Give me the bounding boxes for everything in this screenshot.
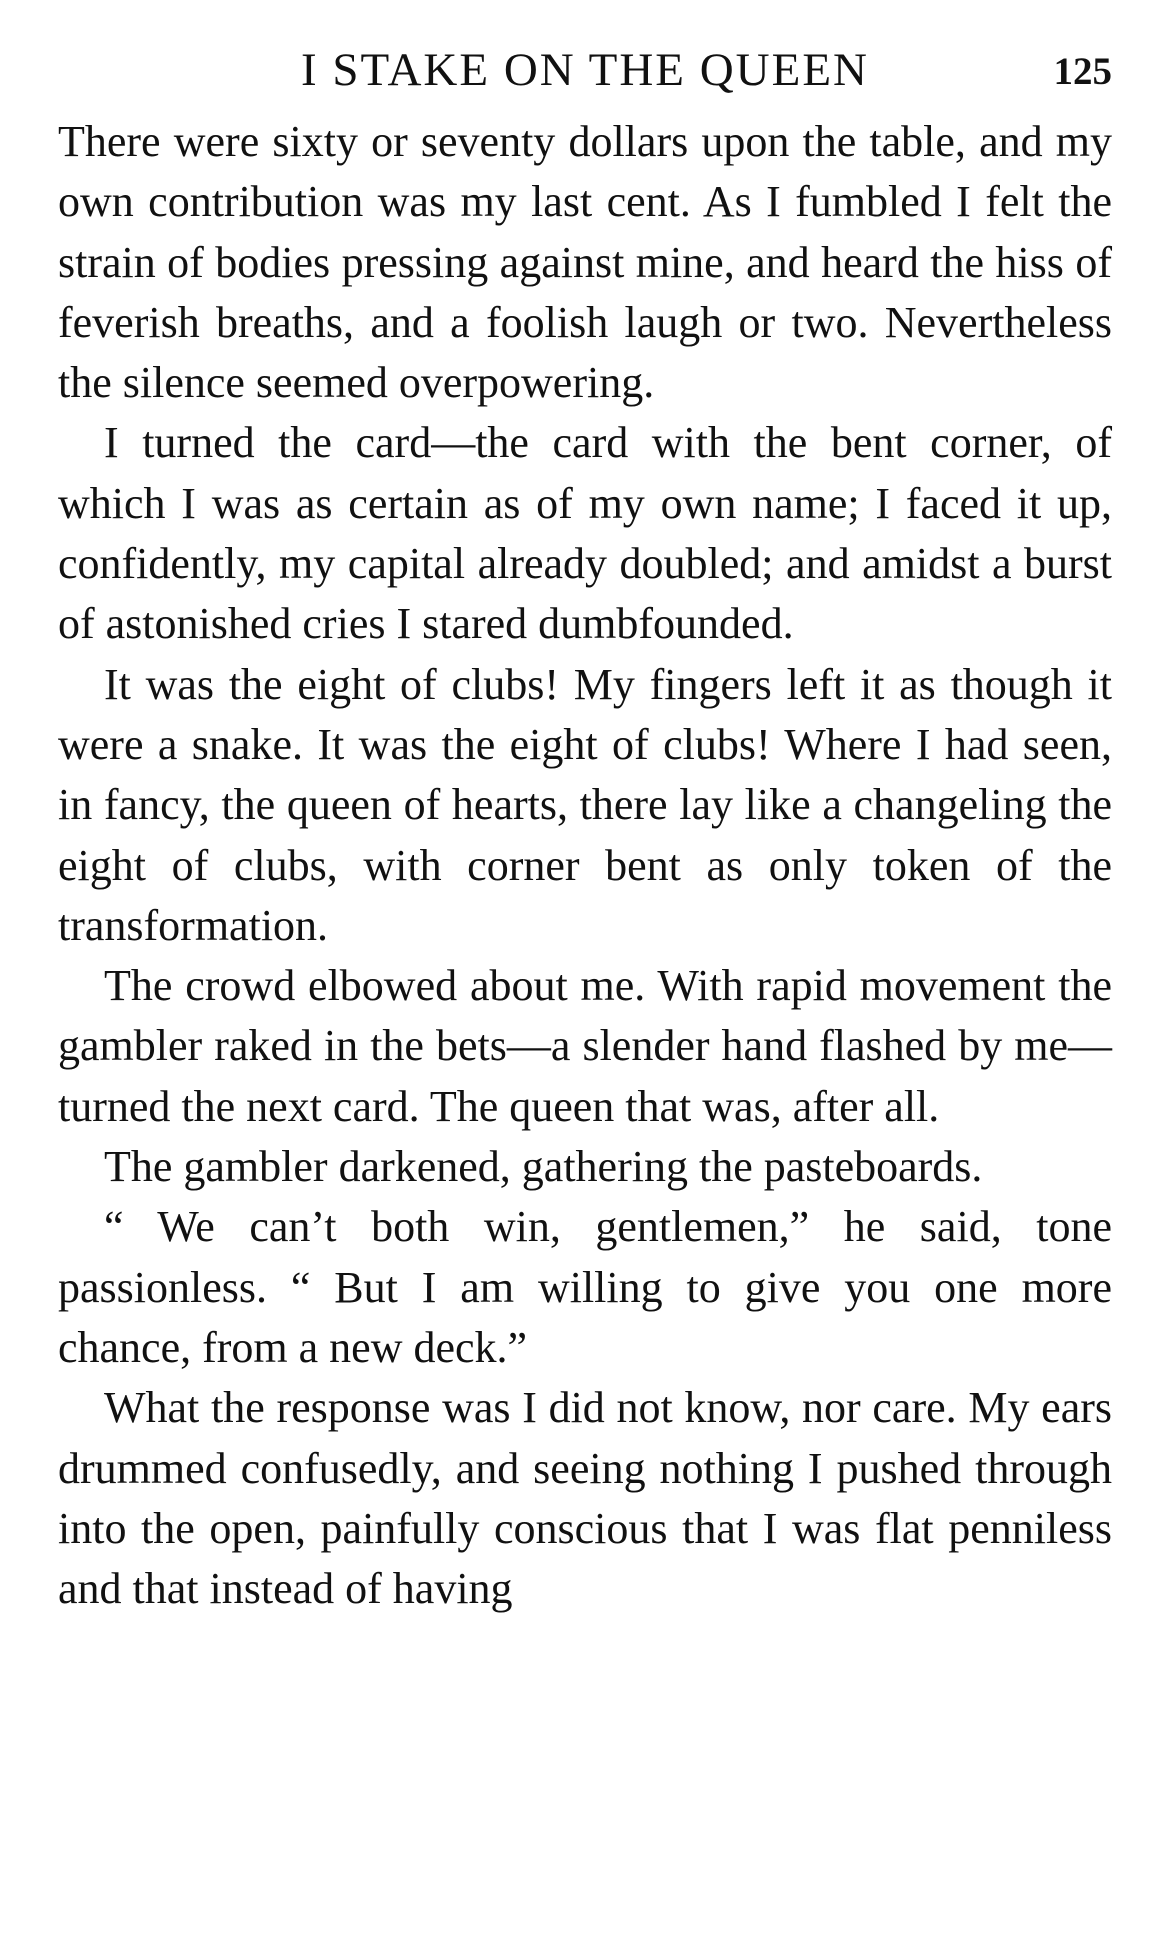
book-page (58, 40, 1112, 1920)
paragraph: What the response was I did not know, nor care. My ears drummed confusedly, and seeing nothing I pushed through into the open, painfully conscious that I was flat penniless and that instead of having (58, 1383, 1112, 1614)
paragraph: The gambler darkened, gathering the pasteboards. (104, 1142, 983, 1192)
body-text (58, 112, 1112, 1619)
paragraph: “ We can’t both win, gentlemen,” he said, tone passionless. “ But I am willing to give you one more chance, from a new deck.” (58, 1202, 1112, 1372)
running-title: I STAKE ON THE QUEEN (301, 44, 869, 96)
paragraph: I turned the card—the card with the bent corner, of which I was as certain as of my own name; I faced it up, confidently, my capital already doubled; and amidst a burst of astonished cries I stared dumbfounded. (58, 418, 1112, 649)
page-number: 125 (1053, 50, 1112, 93)
paragraph: The crowd elbowed about me. With rapid movement the gambler raked in the bets—a slender hand flashed by me—turned the next card. The queen that was, after all. (58, 961, 1112, 1131)
running-header (58, 40, 1112, 112)
paragraph: There were sixty or seventy dollars upon the table, and my own contribution was my last cent. As I fumbled I felt the strain of bodies pressing against mine, and heard the hiss of feverish breaths, and a foolish laugh or two. Nevertheless the silence seemed overpowering. (58, 117, 1112, 408)
paragraph: It was the eight of clubs! My fingers left it as though it were a snake. It was the eight of clubs! Where I had seen, in fancy, the queen of hearts, there lay like a changeling the eight of clubs, with corner bent as only token of the transformation. (58, 659, 1112, 950)
